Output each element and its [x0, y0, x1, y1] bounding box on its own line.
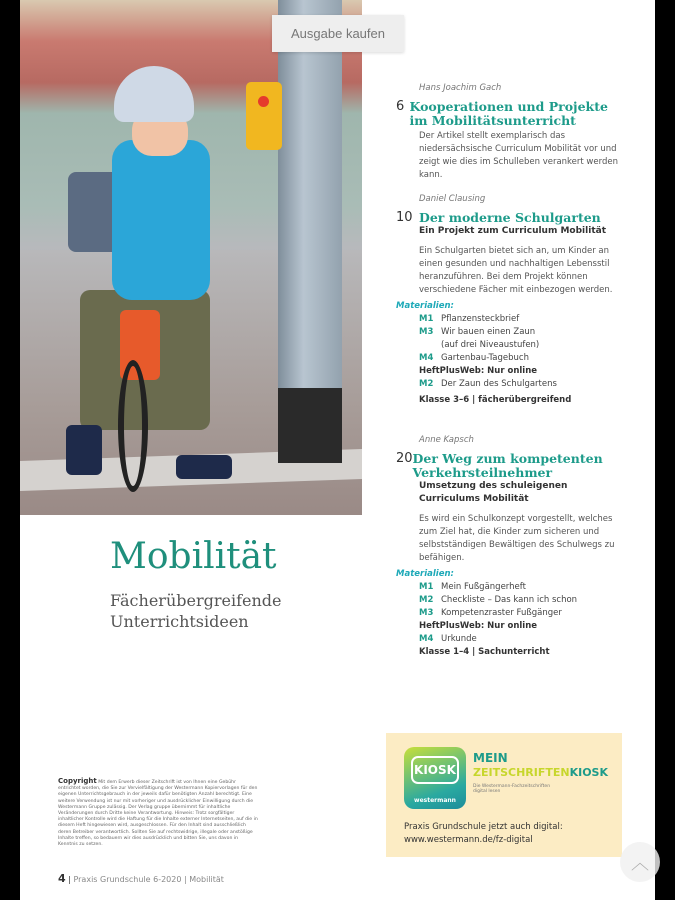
buy-issue-button[interactable]: Ausgabe kaufen: [272, 15, 404, 52]
article-page: 6: [396, 99, 405, 114]
kiosk-logo: [404, 747, 466, 809]
scroll-to-top-button[interactable]: [620, 842, 660, 882]
materials-list: [419, 313, 626, 407]
material-code: M4: [419, 353, 434, 363]
article-page: 10: [396, 210, 413, 225]
online-heading: HeftPlusWeb: Nur online: [419, 621, 538, 631]
materials-heading: Materialien:: [396, 569, 454, 579]
kiosk-ad[interactable]: [386, 733, 622, 857]
article-subtitle: Umsetzung des schuleigenen Curriculums Mobilität: [419, 481, 568, 504]
material-code: M3: [419, 608, 434, 618]
materials-heading: Materialien:: [396, 301, 454, 311]
online-heading: HeftPlusWeb: Nur online: [419, 366, 538, 376]
material-code: M1: [419, 314, 434, 324]
article-description: Ein Schulgarten bietet sich an, um Kinder an einen gesunden und nachhaltigen Lebensstil heranzuführen. Bei dem Projekt können verschiedene Fächer mit einbezogen werden.: [419, 246, 613, 295]
copyright-notice: [58, 778, 258, 848]
materials-list: [419, 581, 626, 659]
material-label: Gartenbau-Tagebuch: [441, 353, 529, 363]
footer-text: Praxis Grundschule 6-2020 | Mobilität: [73, 875, 224, 884]
article-title[interactable]: Kooperationen und Projekte im Mobilitätsunterricht: [409, 99, 608, 128]
subtitle-line: Fächerübergreifende: [110, 591, 282, 610]
article-author: Anne Kapsch: [419, 435, 474, 445]
page-subtitle: [110, 590, 281, 632]
material-label: Der Zaun des Schulgartens: [441, 379, 557, 389]
promo-text: Praxis Grundschule jetzt auch digital:: [404, 822, 563, 832]
class-info: Klasse 3–6 | fächerübergreifend: [419, 395, 572, 405]
promo-link[interactable]: www.westermann.de/fz-digital: [404, 835, 533, 845]
article-description: Es wird ein Schulkonzept vorgestellt, welches zum Ziel hat, die Kinder zum sicheren und selbstständigen Bewältigen des Schulwegs zu befähigen.: [419, 514, 615, 563]
article-author: Daniel Clausing: [419, 194, 486, 204]
kiosk-heading-part: ZEITSCHRIFTEN: [473, 766, 570, 779]
article-description: Der Artikel stellt exemplarisch das niedersächsische Curriculum Mobilität vor und zeigt wie dies im Schulleben verankert werden kann.: [419, 131, 618, 180]
page-title: Mobilität: [110, 536, 277, 577]
article-title[interactable]: Der Weg zum kompetenten Verkehrsteilnehmer: [412, 451, 603, 480]
material-label: Checkliste – Das kann ich schon: [441, 595, 578, 605]
cover-photo: [20, 0, 362, 515]
kiosk-heading: MEIN: [473, 751, 508, 765]
class-info: Klasse 1–4 | Sachunterricht: [419, 647, 550, 657]
article-page: 20: [396, 451, 413, 466]
kiosk-heading-2: [473, 766, 608, 779]
page-footer: 4 | Praxis Grundschule 6-2020 | Mobilität: [58, 872, 224, 885]
material-code: M2: [419, 379, 434, 389]
material-label: Pflanzensteckbrief: [441, 314, 520, 324]
kiosk-logo-brand: westermann: [414, 797, 456, 804]
kiosk-promo: [404, 821, 563, 847]
material-code: M4: [419, 634, 434, 644]
material-label: Urkunde: [441, 634, 477, 644]
copyright-heading: Copyright: [58, 777, 97, 785]
article-subtitle: Ein Projekt zum Curriculum Mobilität: [419, 226, 606, 236]
material-label: Kompetenzraster Fußgänger: [441, 608, 562, 618]
material-code: M3: [419, 327, 434, 337]
kiosk-logo-text: KIOSK: [411, 756, 459, 784]
chevron-up-icon: ︿: [631, 853, 649, 873]
article-author: Hans Joachim Gach: [419, 83, 502, 93]
article-title[interactable]: Der moderne Schulgarten: [419, 210, 601, 225]
material-code: M2: [419, 595, 434, 605]
subtitle-line: Unterrichtsideen: [110, 612, 249, 631]
material-label: Wir bauen einen Zaun (auf drei Niveaustufen): [441, 327, 540, 350]
magazine-page: [20, 0, 655, 900]
page-number: 4: [58, 872, 66, 885]
material-code: M1: [419, 582, 434, 592]
toc-entry[interactable]: [396, 82, 626, 182]
material-label: Mein Fußgängerheft: [441, 582, 526, 592]
kiosk-tagline: Die Westermann-Fachzeitschriften digital lesen: [473, 784, 551, 794]
toc-entry[interactable]: [396, 193, 626, 407]
toc-entry[interactable]: [396, 434, 626, 659]
kiosk-heading-part: KIOSK: [569, 766, 609, 779]
copyright-text: Mit dem Erwerb dieser Zeitschrift ist von Ihnen eine Gebühr entrichtet worden, die Sie zur Vervielfältigung der Westermann Kopiervorlagen für den eigenen Unterrichtsgebrauch in der jeweils dafür benötigten Anzahl berechtigt. Eine weitere Verwendung ist nur mit vorheriger und ausdrücklicher Einwilligung durch die Westermann Gruppe zulässig. Der Verlag gruppe übernimmt für inhaltliche Veränderungen durch Dritte keine Verantwortung. Hinweis: Trotz sorgfältiger inhaltlicher Kontrolle wird die Haftung für die Inhalte externer Internetseiten, auf die in diesem Heft hingewiesen wird, ausgeschlossen. Für den Inhalt sind ausschließlich deren Betreiber verantwortlich. Sollten Sie auf rechtswidrige, illegale oder anstößige Inhalte treffen, so bedauern wir dies ausdrücklich und bitten Sie, uns davon in Kenntnis zu setzen.: [58, 780, 258, 848]
